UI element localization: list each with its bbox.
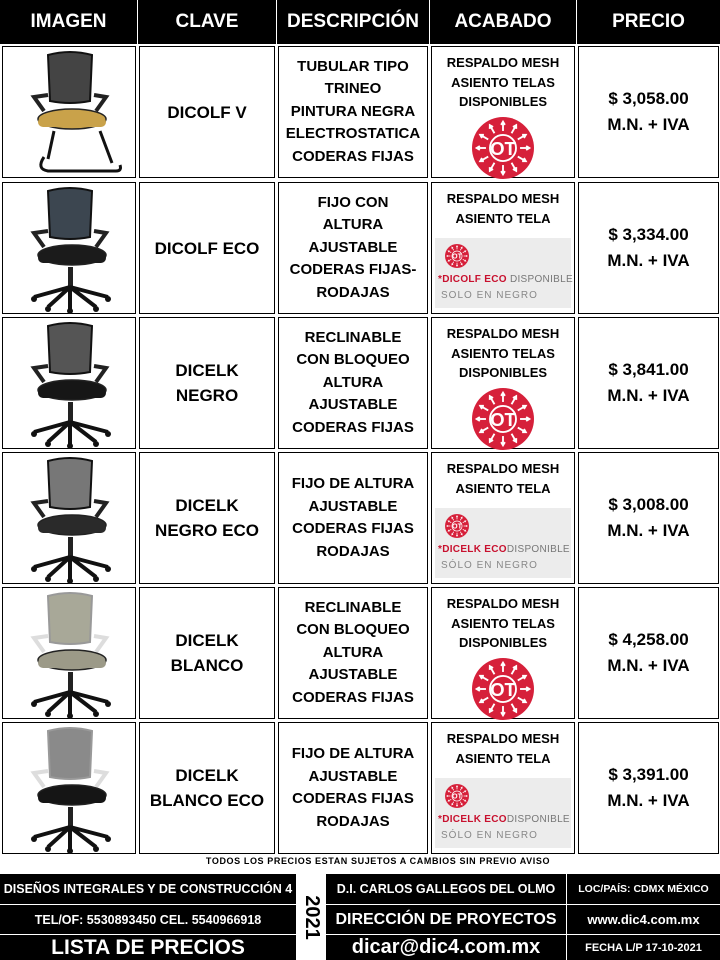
acabado-line: DISPONIBLES — [458, 635, 548, 650]
desc-line: CODERAS FIJAS- — [289, 261, 417, 279]
price-value: $ 3,008.00 — [608, 495, 689, 514]
price-currency: M.N. + IVA — [607, 115, 690, 134]
desc-line: CODERAS FIJAS — [292, 790, 414, 807]
price-value: $ 3,841.00 — [608, 360, 689, 379]
price-currency: M.N. + IVA — [607, 656, 690, 675]
acabado-line: ASIENTO TELA — [455, 210, 551, 226]
precio-cell — [578, 587, 719, 719]
ot-logo-small-icon — [445, 514, 469, 538]
chair-image — [4, 723, 134, 854]
price-currency: M.N. + IVA — [607, 386, 690, 405]
footer-middle-block — [326, 874, 566, 960]
clave-line: DICELK — [175, 361, 239, 380]
header-clave: CLAVE — [137, 0, 276, 44]
note-color: SÓLO EN NEGRO — [441, 830, 538, 841]
row-image-cell — [2, 317, 136, 449]
clave-cell — [139, 722, 275, 854]
desc-line: AJUSTABLE — [308, 767, 398, 785]
precio-cell — [578, 46, 719, 178]
desc-line: FIJO CON — [317, 193, 389, 211]
clave-cell — [139, 587, 275, 719]
clave-line: DICOLF ECO — [154, 238, 260, 258]
descripcion-cell — [278, 722, 428, 854]
acabado-cell — [431, 317, 575, 449]
acabado-line: ASIENTO TELAS — [451, 345, 555, 361]
year-label: 2021 — [300, 894, 323, 940]
ot-logo-icon — [472, 117, 534, 179]
price-value: $ 3,334.00 — [608, 225, 689, 244]
designer-name: D.I. CARLOS GALLEGOS DEL OLMO — [336, 882, 556, 896]
price-value: $ 3,391.00 — [608, 765, 689, 784]
precio-cell — [578, 452, 719, 584]
note-available: DISPONIBLE — [506, 544, 570, 555]
desc-line: PINTURA NEGRA — [290, 102, 416, 120]
ot-logo-icon — [472, 388, 534, 450]
acabado-cell — [431, 46, 575, 178]
header-imagen: IMAGEN — [0, 0, 137, 44]
row-image-cell — [2, 46, 136, 178]
acabado-line: ASIENTO TELA — [455, 480, 551, 496]
clave-cell — [139, 46, 275, 178]
svg-text:OT: OT — [452, 521, 462, 531]
chair-image — [4, 453, 134, 584]
availability-note — [435, 238, 571, 308]
clave-line: BLANCO — [170, 656, 244, 675]
clave-line: DICOLF V — [167, 102, 247, 122]
desc-line: CON BLOQUEO — [296, 351, 410, 369]
descripcion-cell — [278, 317, 428, 449]
desc-line: ALTURA — [322, 373, 384, 391]
note-model: *DICELK ECO — [438, 544, 507, 555]
header-precio: PRECIO — [576, 0, 720, 44]
price-value: $ 4,258.00 — [608, 630, 689, 649]
precio-cell — [578, 317, 719, 449]
acabado-cell — [431, 182, 575, 314]
desc-line: AJUSTABLE — [308, 396, 398, 414]
desc-line: RECLINABLE — [304, 328, 402, 346]
acabado-line: RESPALDO MESH — [446, 461, 560, 476]
row-image-cell — [2, 722, 136, 854]
descripcion-cell — [278, 46, 428, 178]
clave-line: DICELK — [175, 496, 239, 515]
descripcion-cell — [278, 452, 428, 584]
company-name: DISEÑOS INTEGRALES Y DE CONSTRUCCIÓN 4 — [3, 882, 293, 896]
clave-line: NEGRO — [175, 386, 239, 405]
svg-text:OT: OT — [490, 137, 516, 159]
clave-cell — [139, 317, 275, 449]
acabado-line: ASIENTO TELAS — [451, 615, 555, 631]
location: LOC/PAÍS: CDMX MÉXICO — [578, 883, 709, 895]
precio-cell — [578, 722, 719, 854]
svg-text:OT: OT — [452, 251, 462, 261]
clave-line: DICELK — [175, 631, 239, 650]
note-color: SOLO EN NEGRO — [441, 290, 538, 301]
clave-cell — [139, 452, 275, 584]
row-image-cell — [2, 452, 136, 584]
desc-line: RODAJAS — [316, 283, 390, 301]
desc-line: TUBULAR TIPO — [297, 57, 409, 75]
desc-line: RECLINABLE — [304, 598, 402, 616]
department: DIRECCIÓN DE PROYECTOS — [335, 910, 557, 928]
note-color: SÓLO EN NEGRO — [441, 560, 538, 571]
header-acabado: ACABADO — [429, 0, 576, 44]
note-available: DISPONIBLE — [506, 274, 573, 285]
svg-text:OT: OT — [490, 678, 516, 700]
acabado-line: ASIENTO TELAS — [451, 74, 555, 90]
price-currency: M.N. + IVA — [607, 791, 690, 810]
desc-line: AJUSTABLE — [308, 497, 398, 515]
clave-line: NEGRO ECO — [155, 521, 259, 540]
desc-line: RODAJAS — [316, 812, 390, 830]
desc-line: CODERAS FIJAS — [292, 688, 414, 706]
price-currency: M.N. + IVA — [607, 521, 690, 540]
price-currency: M.N. + IVA — [607, 251, 690, 270]
acabado-line: RESPALDO MESH — [446, 55, 560, 70]
note-model: *DICOLF ECO — [438, 274, 507, 285]
row-image-cell — [2, 182, 136, 314]
acabado-line: RESPALDO MESH — [446, 731, 560, 746]
availability-note — [435, 778, 571, 848]
svg-text:OT: OT — [452, 791, 462, 801]
desc-line: ALTURA — [322, 216, 384, 234]
clave-line: BLANCO ECO — [149, 791, 265, 810]
clave-cell — [139, 182, 275, 314]
disclaimer: TODOS LOS PRECIOS ESTAN SUJETOS A CAMBIOS SIN PREVIO AVISO — [205, 856, 551, 866]
ot-logo-icon — [472, 658, 534, 720]
chair-image — [4, 183, 134, 314]
year-block — [296, 874, 326, 960]
desc-line: RODAJAS — [316, 542, 390, 560]
ot-logo-small-icon — [445, 244, 469, 268]
desc-line: AJUSTABLE — [308, 666, 398, 684]
acabado-line: RESPALDO MESH — [446, 596, 560, 611]
desc-line: FIJO DE ALTURA — [291, 475, 415, 492]
desc-line: ALTURA — [322, 643, 384, 661]
acabado-line: RESPALDO MESH — [446, 191, 560, 206]
list-date: FECHA L/P 17-10-2021 — [585, 941, 702, 954]
list-title: LISTA DE PRECIOS — [51, 935, 245, 959]
footer-right-block — [566, 874, 720, 960]
footer-left-block — [0, 874, 296, 960]
clave-line: DICELK — [175, 766, 239, 785]
phones: TEL/OF: 5530893450 CEL. 5540966918 — [34, 912, 262, 927]
acabado-cell — [431, 452, 575, 584]
chair-image — [4, 588, 134, 719]
desc-line: FIJO DE ALTURA — [291, 745, 415, 762]
svg-text:OT: OT — [490, 408, 516, 430]
availability-note — [435, 508, 571, 578]
chair-image — [4, 318, 134, 449]
desc-line: CODERAS FIJAS — [292, 520, 414, 537]
price-value: $ 3,058.00 — [608, 89, 689, 108]
descripcion-cell — [278, 587, 428, 719]
ot-logo-small-icon — [445, 784, 469, 808]
acabado-line: DISPONIBLES — [458, 94, 548, 109]
desc-line: TRINEO — [324, 80, 382, 98]
acabado-line: DISPONIBLES — [458, 365, 548, 380]
desc-line: CODERAS FIJAS — [292, 147, 414, 165]
website-link[interactable]: www.dic4.com.mx — [587, 912, 700, 927]
descripcion-cell — [278, 182, 428, 314]
acabado-line: ASIENTO TELA — [455, 750, 551, 766]
desc-line: CON BLOQUEO — [296, 621, 410, 639]
row-image-cell — [2, 587, 136, 719]
note-available: DISPONIBLE — [506, 814, 570, 825]
acabado-cell — [431, 587, 575, 719]
desc-line: AJUSTABLE — [308, 238, 398, 256]
acabado-cell — [431, 722, 575, 854]
precio-cell — [578, 182, 719, 314]
header-descripcion: DESCRIPCIÓN — [276, 0, 429, 44]
chair-image — [4, 47, 134, 178]
desc-line: CODERAS FIJAS — [292, 418, 414, 436]
email-link[interactable]: dicar@dic4.com.mx — [351, 936, 541, 958]
note-model: *DICELK ECO — [438, 814, 507, 825]
acabado-line: RESPALDO MESH — [446, 326, 560, 341]
desc-line: ELECTROSTATICA — [285, 125, 421, 143]
